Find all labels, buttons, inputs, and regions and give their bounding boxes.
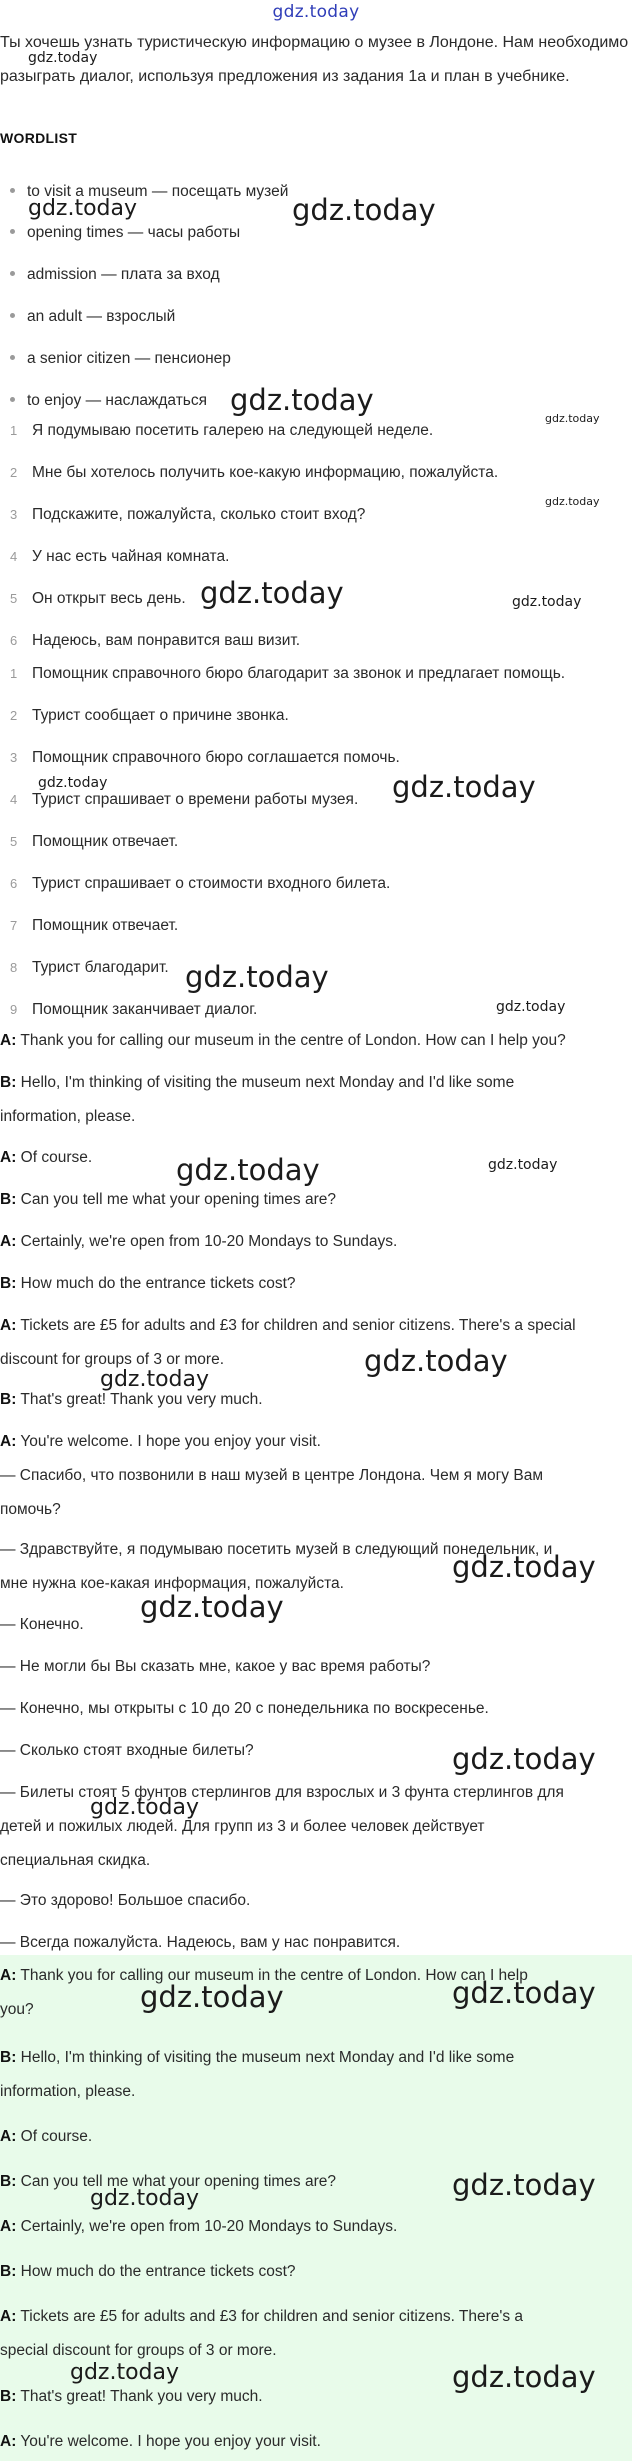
dialogue-line: B: Can you tell me what your opening times are? <box>0 1191 337 1208</box>
bullet-icon <box>10 397 15 402</box>
list-item: a senior citizen — пенсионер <box>10 348 231 370</box>
dialogue-line: — Конечно. <box>0 1616 84 1633</box>
watermark: gdz.today <box>90 1795 200 1820</box>
list-item: 1 Я подумываю посетить галерею на следующей неделе. <box>10 422 434 439</box>
list-item: 2 Мне бы хотелось получить кое-какую информацию, пожалуйста. <box>10 464 499 481</box>
dialogue-line: — Спасибо, что позвонили в наш музей в центре Лондона. Чем я могу Вам помочь? <box>0 1467 543 1518</box>
bullet-icon <box>10 313 15 318</box>
watermark: gdz.today <box>392 770 536 804</box>
dialogue-line: A: Certainly, we're open from 10-20 Mondays to Sundays. <box>0 2218 398 2235</box>
dialogue-line: — Сколько стоят входные билеты? <box>0 1742 254 1759</box>
dialogue-line: — Билеты стоят 5 фунтов стерлингов для взрослых и 3 фунта стерлингов для детей и пожилых людей. Для групп из 3 и более человек действует специальная скидка. <box>0 1784 564 1869</box>
list-item: 8 Турист благодарит. <box>10 959 169 976</box>
watermark: gdz.today <box>292 193 436 227</box>
dialogue-line: B: How much do the entrance tickets cost? <box>0 1275 296 1292</box>
watermark: gdz.today <box>140 1980 284 2014</box>
list-item: 6 Турист спрашивает о стоимости входного билета. <box>10 875 391 892</box>
list-item: to enjoy — наслаждаться <box>10 390 207 412</box>
dialogue-line: A: Of course. <box>0 2128 93 2145</box>
list-item: 3 Подскажите, пожалуйста, сколько стоит вход? <box>10 506 366 523</box>
watermark: gdz.today <box>452 2168 596 2202</box>
list-item: an adult — взрослый <box>10 306 175 328</box>
dialogue-line: A: Tickets are £5 for adults and £3 for children and senior citizens. There's a special discount for groups of 3 or more. <box>0 1317 576 1368</box>
watermark: gdz.today <box>70 2360 180 2385</box>
watermark: gdz.today <box>100 1367 210 1392</box>
watermark: gdz.today <box>452 1976 596 2010</box>
list-item: 4 Турист спрашивает о времени работы музея. <box>10 791 359 808</box>
bullet-icon <box>10 271 15 276</box>
watermark: gdz.today <box>230 383 374 417</box>
dialogue-line: B: Can you tell me what your opening times are? <box>0 2173 337 2190</box>
list-item: 5 Помощник отвечает. <box>10 833 179 850</box>
task-intro-text: Ты хочешь узнать туристическую информацию о музее в Лондоне. Нам необходимо разыграть диалог, используя предложения из задания 1a и план в учебнике. <box>0 34 629 85</box>
dialogue-line: B: Hello, I'm thinking of visiting the museum next Monday and I'd like some information, please. <box>0 1074 515 1125</box>
dialogue-line: B: How much do the entrance tickets cost? <box>0 2263 296 2280</box>
list-item: 7 Помощник отвечает. <box>10 917 179 934</box>
dialogue-line: B: That's great! Thank you very much. <box>0 2388 263 2405</box>
list-item: 1 Помощник справочного бюро благодарит за звонок и предлагает помощь. <box>10 665 566 682</box>
list-item: opening times — часы работы <box>10 222 240 244</box>
watermark: gdz.today <box>185 960 329 994</box>
dialogue-line: A: Thank you for calling our museum in the centre of London. How can I help you? <box>0 1032 566 1049</box>
watermark: gdz.today <box>496 999 566 1015</box>
dialogue-line: — Здравствуйте, я подумываю посетить музей в следующий понедельник, и мне нужна кое-какая информация, пожалуйста. <box>0 1541 553 1592</box>
dialogue-line: A: Tickets are £5 for adults and £3 for children and senior citizens. There's a special discount for groups of 3 or more. <box>0 2308 524 2359</box>
watermark: gdz.today <box>452 2360 596 2394</box>
watermark: gdz.today <box>176 1153 320 1187</box>
watermark: gdz.today <box>545 495 600 508</box>
watermark: gdz.today <box>140 1590 284 1624</box>
list-item: 4 У нас есть чайная комната. <box>10 548 230 565</box>
watermark: gdz.today <box>38 775 108 791</box>
site-logo[interactable]: gdz.today <box>272 2 360 22</box>
watermark: gdz.today <box>90 2186 200 2211</box>
dialogue-line: — Конечно, мы открыты с 10 до 20 с понедельника по воскресенье. <box>0 1700 489 1717</box>
dialogue-line: A: Thank you for calling our museum in the centre of London. How can I help you? <box>0 1967 528 2018</box>
watermark: gdz.today <box>488 1157 558 1173</box>
list-item: 5 Он открыт весь день. <box>10 590 186 607</box>
list-item: admission — плата за вход <box>10 264 220 286</box>
watermark: gdz.today <box>545 412 600 425</box>
list-item: 9 Помощник заканчивает диалог. <box>10 1001 258 1018</box>
dialogue-line: B: Hello, I'm thinking of visiting the museum next Monday and I'd like some information, please. <box>0 2049 515 2100</box>
dialogue-line: — Всегда пожалуйста. Надеюсь, вам у нас понравится. <box>0 1934 401 1951</box>
dialogue-line: A: You're welcome. I hope you enjoy your visit. <box>0 2433 321 2450</box>
dialogue-line: A: You're welcome. I hope you enjoy your visit. <box>0 1433 321 1450</box>
watermark: gdz.today <box>512 594 582 610</box>
wordlist-title: WORDLIST <box>0 130 78 146</box>
list-item: 3 Помощник справочного бюро соглашается помочь. <box>10 749 400 766</box>
watermark: gdz.today <box>200 576 344 610</box>
watermark: gdz.today <box>28 50 98 66</box>
watermark: gdz.today <box>452 1550 596 1584</box>
bullet-icon <box>10 229 15 234</box>
watermark: gdz.today <box>28 196 138 221</box>
bullet-icon <box>10 188 15 193</box>
dialogue-line: B: That's great! Thank you very much. <box>0 1391 263 1408</box>
list-item: 2 Турист сообщает о причине звонка. <box>10 707 289 724</box>
dialogue-line: A: Certainly, we're open from 10-20 Mondays to Sundays. <box>0 1233 398 1250</box>
list-item: 6 Надеюсь, вам понравится ваш визит. <box>10 632 301 649</box>
dialogue-line: — Не могли бы Вы сказать мне, какое у вас время работы? <box>0 1658 431 1675</box>
watermark: gdz.today <box>452 1742 596 1776</box>
dialogue-line: — Это здорово! Большое спасибо. <box>0 1892 251 1909</box>
bullet-icon <box>10 355 15 360</box>
list-item: to visit a museum — посещать музей <box>10 181 288 203</box>
dialogue-line: A: Of course. <box>0 1149 93 1166</box>
watermark: gdz.today <box>364 1344 508 1378</box>
